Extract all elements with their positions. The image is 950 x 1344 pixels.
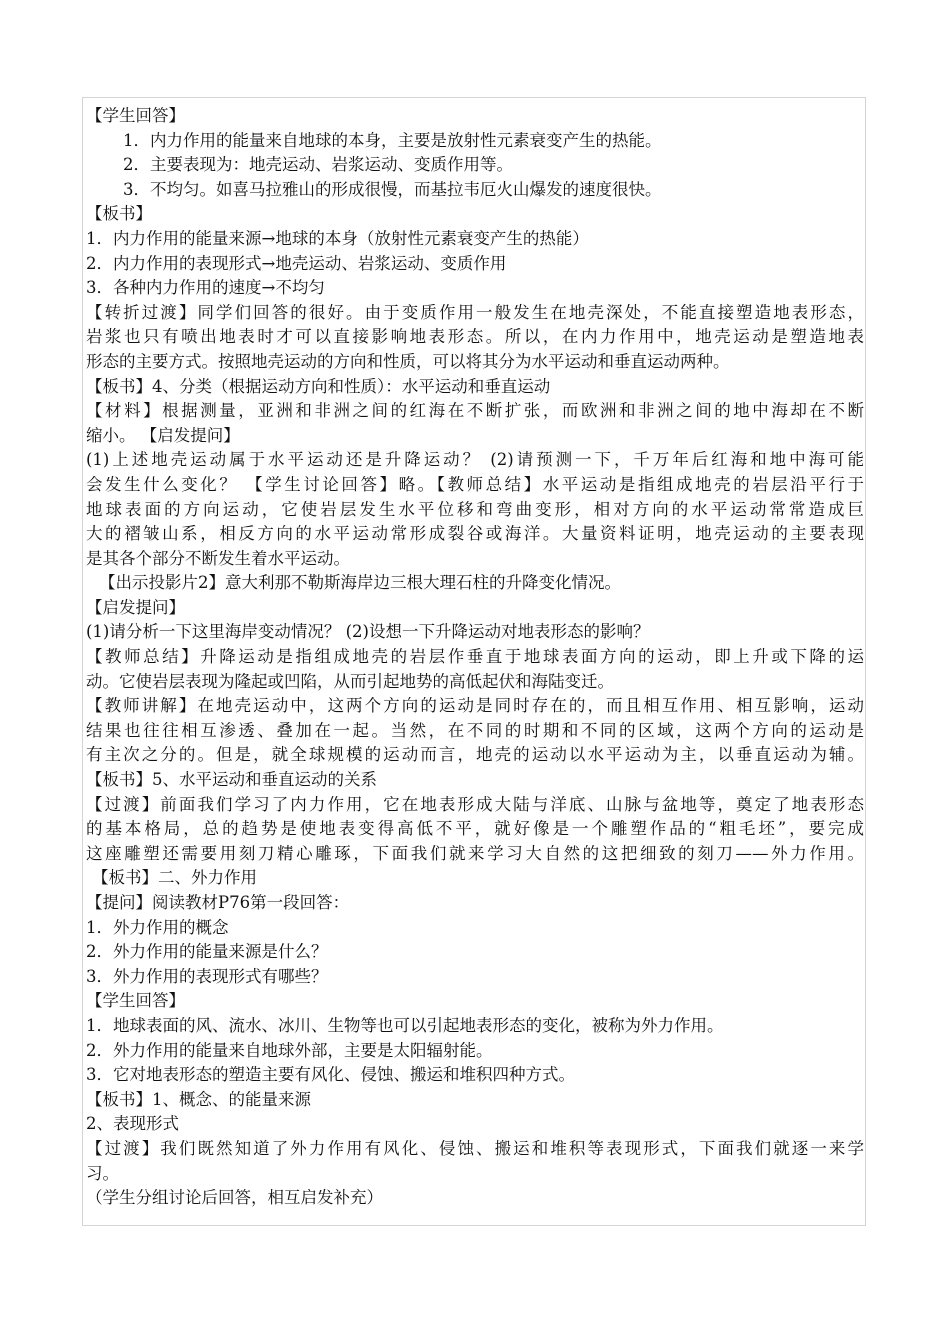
paragraph-line: 【板书】1、概念、的能量来源 (86, 1089, 311, 1109)
paragraph-line: 【过渡】前面我们学习了内力作用，它在地表形成大陆与洋底、山脉与盆地等，奠定了地表形态 (86, 794, 864, 814)
paragraph-line: 动。它使岩层表现为隆起或凹陷，从而引起地势的高低起伏和海陆变迁。 (86, 671, 614, 691)
paragraph-line: 【材料】根据测量，亚洲和非洲之间的红海在不断扩张，而欧洲和非洲之间的地中海却在不断 (86, 401, 864, 421)
paragraph-line: 【转折过渡】同学们回答的很好。由于变质作用一般发生在地壳深处，不能直接塑造地表形态， (86, 302, 864, 322)
paragraph-line: 会发生什么变化？ 【学生讨论回答】略。【教师总结】水平运动是指组成地壳的岩层沿平行于 (86, 474, 864, 494)
heading-student-answer: 【学生回答】 (86, 106, 185, 125)
paragraph-line: 缩小。 【启发提问】 (86, 425, 240, 445)
heading-student-answer: 【学生回答】 (86, 991, 185, 1011)
document-body (86, 104, 864, 1211)
paragraph-line: 【过渡】我们既然知道了外力作用有风化、侵蚀、搬运和堆积等表现形式，下面我们就逐一来学 (86, 1138, 864, 1158)
paragraph-line: 【教师讲解】在地壳运动中，这两个方向的运动是同时存在的，而且相互作用、相互影响，运动 (86, 696, 864, 716)
paragraph-line: 【启发提问】 (86, 597, 185, 617)
paragraph-line: 2．内力作用的表现形式→地壳运动、岩浆运动、变质作用 (86, 253, 507, 273)
paragraph-line: 1．内力作用的能量来源→地球的本身（放射性元素衰变产生的热能） (86, 228, 589, 248)
paragraph-line: 【板书】5、水平运动和垂直运动的关系 (86, 770, 377, 790)
heading-board: 【板书】 (86, 204, 152, 224)
paragraph-line: 3．外力作用的表现形式有哪些？ (86, 966, 328, 986)
paragraph-line: 1．地球表面的风、流水、冰川、生物等也可以引起地表形态的变化，被称为外力作用。 (86, 1015, 724, 1035)
paragraph-line: （学生分组讨论后回答，相互启发补充） (86, 1188, 383, 1208)
paragraph-line: 1．内力作用的能量来自地球的本身，主要是放射性元素衰变产生的热能。 (123, 130, 662, 150)
paragraph-line: 【教师总结】升降运动是指组成地壳的岩层作垂直于地球表面方向的运动，即上升或下降的运 (86, 647, 864, 667)
paragraph-line: 是其各个部分不断发生着水平运动。 (86, 548, 350, 568)
paragraph-line: 岩浆也只有喷出地表时才可以直接影响地表形态。所以，在内力作用中，地壳运动是塑造地表 (86, 327, 864, 347)
paragraph-line: 2．主要表现为：地壳运动、岩浆运动、变质作用等。 (123, 155, 513, 175)
paragraph-line: 习。 (86, 1163, 119, 1183)
paragraph-line: 地球表面的方向运动，它使岩层发生水平位移和弯曲变形，相对方向的水平运动常常造成巨 (86, 499, 864, 519)
paragraph-line: 大的褶皱山系，相反方向的水平运动常形成裂谷或海洋。大量资料证明，地壳运动的主要表现 (86, 524, 864, 544)
paragraph-line: (1)上述地壳运动属于水平运动还是升降运动？ (2)请预测一下，千万年后红海和地中海可能 (86, 450, 864, 470)
paragraph-line: (1)请分析一下这里海岸变动情况？ (2)设想一下升降运动对地表形态的影响？ (86, 622, 650, 642)
paragraph-line: 2、表现形式 (86, 1114, 179, 1134)
paragraph-line: 1．外力作用的概念 (86, 917, 229, 937)
paragraph-line: 【出示投影片2】意大利那不勒斯海岸边三根大理石柱的升降变化情况。 (99, 573, 621, 593)
paragraph-line: 2．外力作用的能量来自地球外部，主要是太阳辐射能。 (86, 1040, 493, 1060)
paragraph-line: 结果也往往相互渗透、叠加在一起。当然，在不同的时期和不同的区域，这两个方向的运动是 (86, 720, 864, 740)
paragraph-line: 【板书】4、分类（根据运动方向和性质）：水平运动和垂直运动 (86, 376, 551, 396)
paragraph-line: 3．各种内力作用的速度→不均匀 (86, 278, 325, 298)
paragraph-line: 的基本格局，总的趋势是使地表变得高低不平，就好像是一个雕塑作品的“粗毛坯”，要完成 (86, 819, 864, 839)
paragraph-line: 2．外力作用的能量来源是什么？ (86, 942, 328, 962)
paragraph-line: 这座雕塑还需要用刻刀精心雕琢，下面我们就来学习大自然的这把细致的刻刀——外力作用。 (86, 843, 864, 863)
paragraph-line: 有主次之分的。但是，就全球规模的运动而言，地壳的运动以水平运动为主，以垂直运动为辅。 (86, 745, 864, 765)
paragraph-line: 3．它对地表形态的塑造主要有风化、侵蚀、搬运和堆积四种方式。 (86, 1065, 575, 1085)
paragraph-line: 【板书】二、外力作用 (92, 868, 257, 888)
paragraph-line: 形态的主要方式。按照地壳运动的方向和性质，可以将其分为水平运动和垂直运动两种。 (86, 351, 730, 371)
paragraph-line: 【提问】阅读教材P76第一段回答： (86, 893, 350, 912)
paragraph-line: 3．不均匀。如喜马拉雅山的形成很慢，而基拉韦厄火山爆发的速度很快。 (123, 179, 662, 199)
